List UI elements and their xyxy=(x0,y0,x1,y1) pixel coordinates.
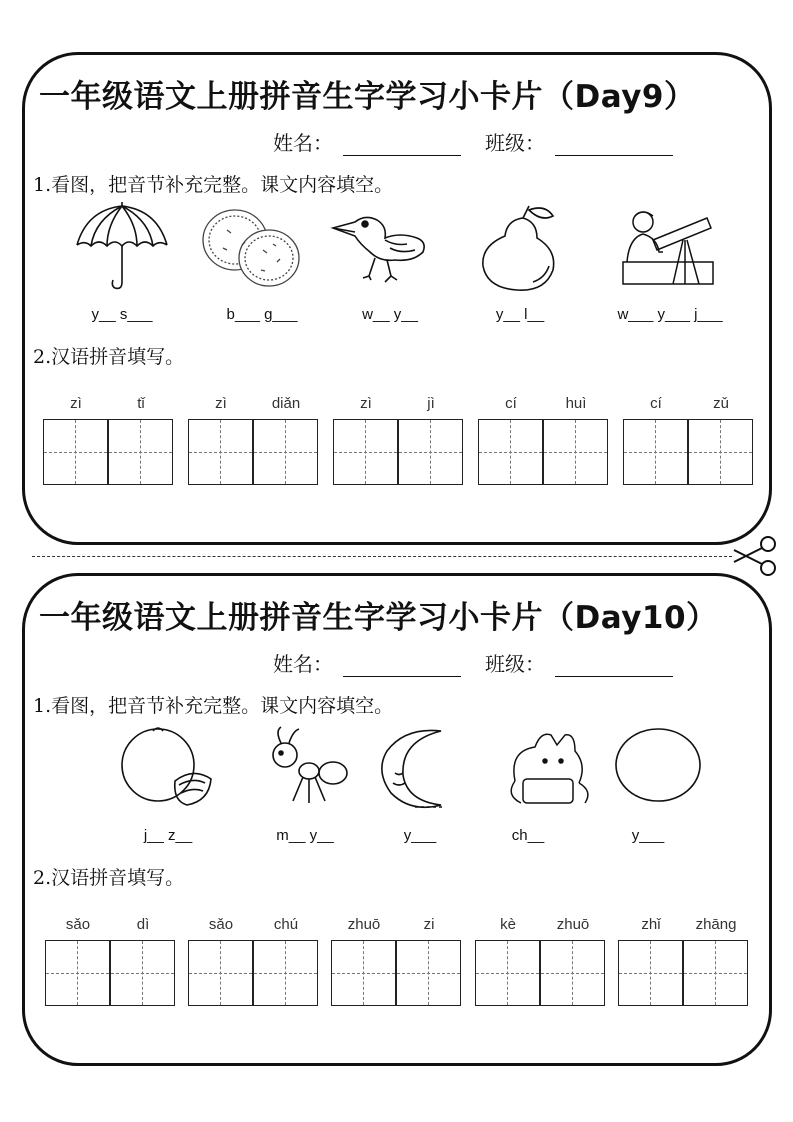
writing-grid xyxy=(45,940,175,1006)
telescope-icon xyxy=(613,200,723,295)
cut-line xyxy=(32,556,732,557)
orange-icon xyxy=(113,721,223,816)
writing-cell[interactable] xyxy=(618,940,683,1006)
writing-cell[interactable] xyxy=(688,419,753,485)
writing-cell[interactable] xyxy=(333,419,398,485)
pinyin-label: jì xyxy=(427,395,435,412)
card-title: 一年级语文上册拼音生字学习小卡片（Day9） xyxy=(39,79,696,115)
umbrella-icon xyxy=(67,200,177,295)
pear-icon xyxy=(465,200,575,295)
ant-icon xyxy=(253,721,363,816)
writing-grid xyxy=(618,940,748,1006)
writing-cell[interactable] xyxy=(543,419,608,485)
question-2-label: 2.汉语拼音填写。 xyxy=(33,346,185,368)
pinyin-label: zhāng xyxy=(695,916,737,933)
pinyin-label: zǔ xyxy=(713,395,729,412)
writing-cell[interactable] xyxy=(396,940,461,1006)
pinyin-label: chú xyxy=(273,916,299,933)
name-label: 姓名： xyxy=(273,131,333,155)
writing-cell[interactable] xyxy=(253,940,318,1006)
writing-cell[interactable] xyxy=(43,419,108,485)
picture-caption: b___ g___ xyxy=(226,306,298,323)
writing-cell[interactable] xyxy=(475,940,540,1006)
writing-cell[interactable] xyxy=(398,419,463,485)
name-class-row xyxy=(273,127,673,156)
question-2-label: 2.汉语拼音填写。 xyxy=(33,867,185,889)
picture-caption: w___ y___ j___ xyxy=(617,306,723,323)
class-blank[interactable] xyxy=(555,656,673,677)
pinyin-label: sǎo xyxy=(65,916,91,933)
writing-grid xyxy=(478,419,608,485)
question-1-label: 1.看图，把音节补充完整。课文内容填空。 xyxy=(33,174,394,196)
writing-cell[interactable] xyxy=(108,419,173,485)
class-blank[interactable] xyxy=(555,135,673,156)
cat-icon xyxy=(495,721,605,816)
name-class-row xyxy=(273,648,673,677)
crow-icon xyxy=(325,200,435,295)
writing-cell[interactable] xyxy=(623,419,688,485)
cookies-icon xyxy=(197,200,307,295)
writing-cell[interactable] xyxy=(188,419,253,485)
pinyin-label: huì xyxy=(565,395,587,412)
pinyin-label: zhǐ xyxy=(641,916,661,933)
card-day9 xyxy=(22,52,772,545)
pinyin-label: kè xyxy=(500,916,516,933)
writing-grid xyxy=(331,940,461,1006)
picture-caption: j__ z__ xyxy=(143,827,193,844)
pinyin-label: zì xyxy=(70,395,82,412)
pinyin-label: sǎo xyxy=(208,916,234,933)
writing-cell[interactable] xyxy=(478,419,543,485)
pinyin-label: zhuō xyxy=(556,916,590,933)
writing-cell[interactable] xyxy=(540,940,605,1006)
pinyin-label: zì xyxy=(360,395,372,412)
name-blank[interactable] xyxy=(343,656,461,677)
pinyin-label: zhuō xyxy=(347,916,381,933)
pinyin-label: zì xyxy=(215,395,227,412)
picture-caption: y__ s___ xyxy=(91,306,153,323)
pinyin-label: zi xyxy=(423,916,435,933)
writing-grid xyxy=(188,419,318,485)
writing-cell[interactable] xyxy=(253,419,318,485)
writing-grid xyxy=(43,419,173,485)
writing-cell[interactable] xyxy=(331,940,396,1006)
pinyin-label: diǎn xyxy=(271,395,301,412)
pinyin-label: dì xyxy=(136,916,150,933)
card-title: 一年级语文上册拼音生字学习小卡片（Day10） xyxy=(39,600,718,636)
pinyin-label: tǐ xyxy=(137,395,145,412)
picture-caption: w__ y__ xyxy=(362,306,418,323)
circle-icon xyxy=(608,721,718,816)
picture-caption: m__ y__ xyxy=(276,827,334,844)
picture-caption: y__ l__ xyxy=(495,306,545,323)
name-blank[interactable] xyxy=(343,135,461,156)
question-1-label: 1.看图，把音节补充完整。课文内容填空。 xyxy=(33,695,394,717)
writing-cell[interactable] xyxy=(45,940,110,1006)
writing-cell[interactable] xyxy=(110,940,175,1006)
picture-caption: y___ xyxy=(403,827,437,844)
class-label: 班级： xyxy=(485,131,545,155)
card-day10 xyxy=(22,573,772,1066)
picture-caption: ch__ xyxy=(511,827,545,844)
writing-cell[interactable] xyxy=(188,940,253,1006)
writing-cell[interactable] xyxy=(683,940,748,1006)
writing-grid xyxy=(475,940,605,1006)
moon-icon xyxy=(371,721,481,816)
writing-grid xyxy=(333,419,463,485)
class-label: 班级： xyxy=(485,652,545,676)
scissors-icon xyxy=(730,534,780,578)
pinyin-label: cí xyxy=(505,395,517,412)
writing-grid xyxy=(188,940,318,1006)
picture-caption: y___ xyxy=(631,827,665,844)
pinyin-label: cí xyxy=(650,395,662,412)
writing-grid xyxy=(623,419,753,485)
name-label: 姓名： xyxy=(273,652,333,676)
